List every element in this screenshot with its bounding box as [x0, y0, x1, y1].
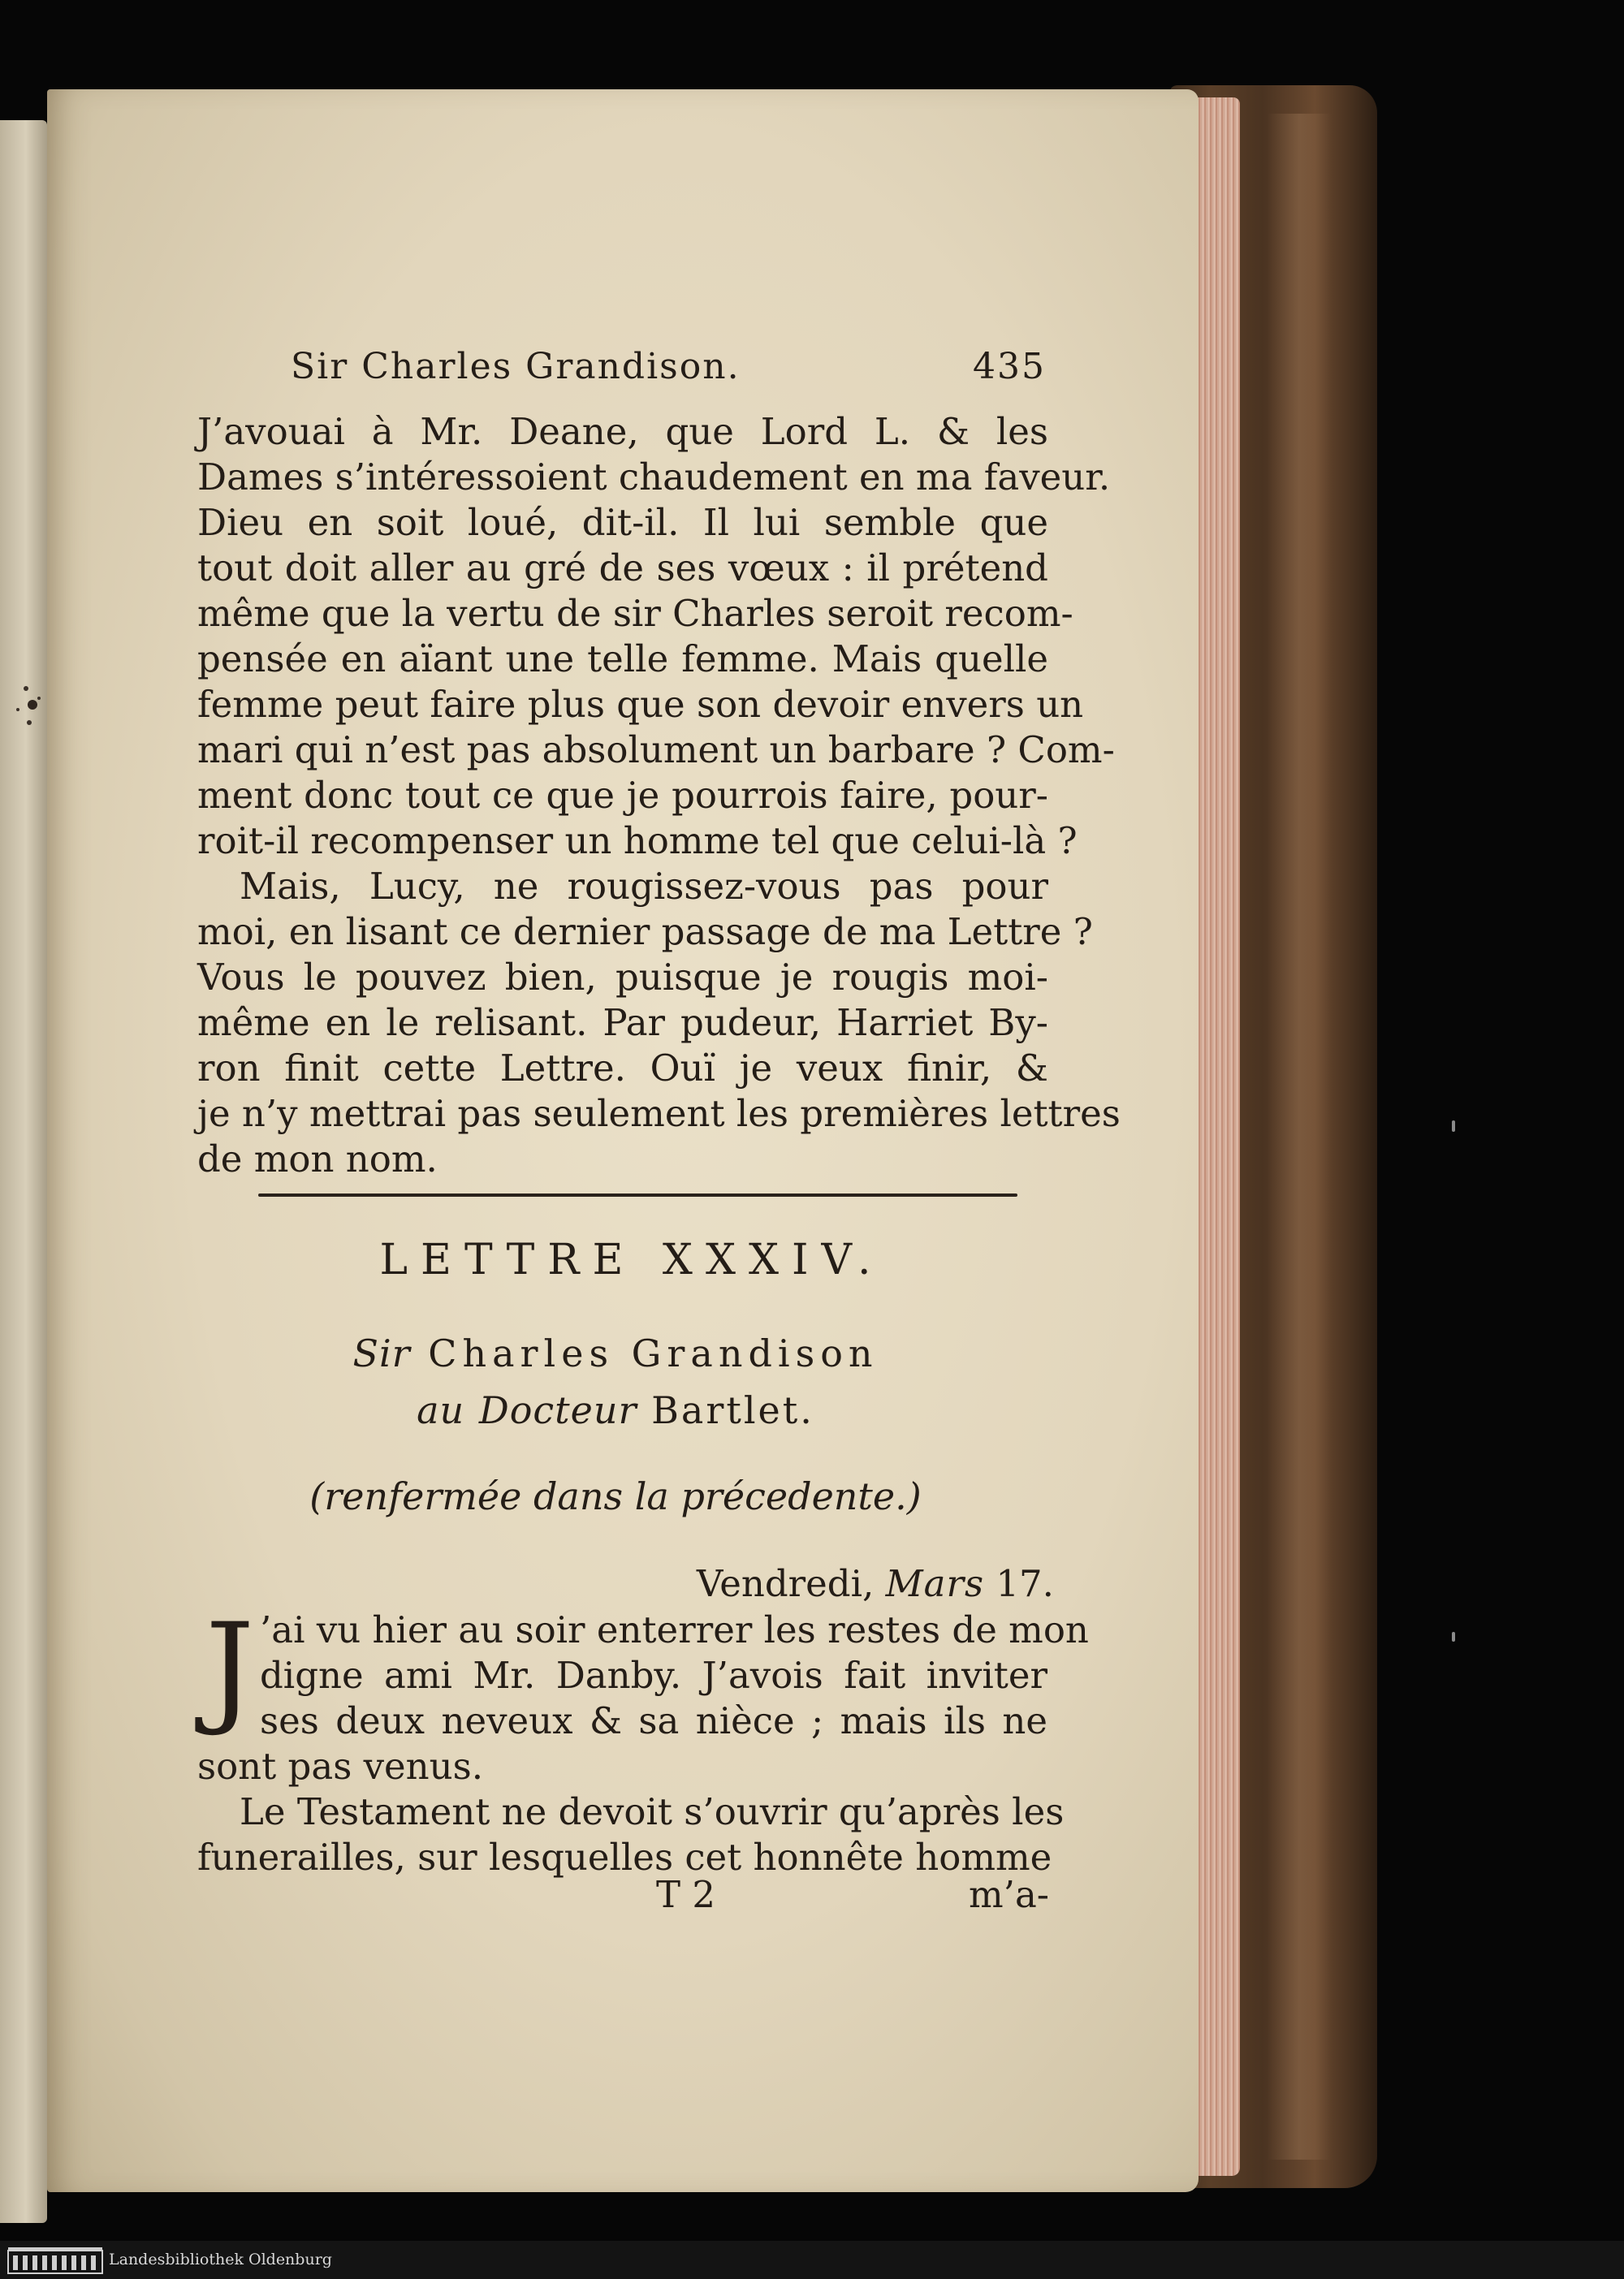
body-line: Vous le pouvez bien, puisque je rougis moi-: [197, 956, 1048, 999]
recipient-name: Bartlet.: [651, 1388, 814, 1432]
letter-line: ’ai vu hier au soir enterrer les restes de mon: [260, 1608, 1089, 1651]
dateline-month: Mars: [885, 1562, 985, 1605]
section-rule: [258, 1193, 1017, 1197]
dateline-day: Vendredi,: [696, 1562, 875, 1605]
body-line: Dames s’intéressoient chaudement en ma faveur.: [197, 455, 1111, 499]
recipient-title: Docteur: [478, 1388, 637, 1432]
body-line: ron finit cette Lettre. Ouï je veux finir, &: [197, 1047, 1048, 1090]
facing-page-edge: [0, 120, 47, 2223]
body-line: roit-il recompenser un homme tel que celui-là ?: [197, 819, 1078, 862]
recipient-prefix: au: [417, 1388, 465, 1432]
scan-dust: [1452, 1120, 1455, 1132]
library-footer: [0, 2241, 1624, 2279]
page-number: 435: [973, 346, 1046, 387]
body-line: même en le relisant. Par pudeur, Harriet By-: [197, 1001, 1048, 1044]
body-line: Mais, Lucy, ne rougissez-vous pas pour: [240, 865, 1048, 908]
body-line: Dieu en soit loué, dit-il. Il lui semble que: [197, 501, 1048, 544]
body-line: J’avouai à Mr. Deane, que Lord L. & les: [197, 410, 1048, 453]
letter-line: sont pas venus.: [197, 1745, 484, 1788]
letter-line: Le Testament ne devoit s’ouvrir qu’après les: [240, 1790, 1065, 1833]
book-page: [47, 89, 1199, 2192]
signature-mark: T 2: [656, 1873, 715, 1916]
body-line: mari qui n’est pas absolument un barbare ? Com-: [197, 728, 1115, 771]
dateline: [534, 1562, 1054, 1605]
body-line: moi, en lisant ce dernier passage de ma Lettre ?: [197, 910, 1093, 953]
cover-highlight: [1267, 114, 1332, 2160]
body-line: pensée en aïant une telle femme. Mais quelle: [197, 637, 1048, 680]
body-line: même que la vertu de sir Charles seroit recom-: [197, 592, 1073, 635]
letter-heading: LETTRE XXXIV.: [379, 1236, 884, 1284]
letter-line: digne ami Mr. Danby. J’avois fait inviter: [260, 1654, 1047, 1697]
dateline-date: 17.: [996, 1562, 1054, 1605]
body-line: femme peut faire plus que son devoir envers un: [197, 683, 1084, 726]
letter-recipient: [291, 1388, 940, 1432]
running-head-title: Sir Charles Grandison.: [291, 346, 741, 387]
catchword: m’a-: [969, 1873, 1050, 1916]
scan-dust: [1452, 1632, 1455, 1642]
letter-line: funerailles, sur lesquelles cet honnête homme: [197, 1836, 1052, 1879]
letter-sender: [266, 1332, 965, 1375]
running-head: [291, 346, 1046, 395]
library-name: Landesbibliothek Oldenburg: [109, 2251, 332, 2268]
body-line: tout doit aller au gré de ses vœux : il prétend: [197, 546, 1048, 589]
sender-title: Sir: [352, 1332, 411, 1375]
drop-cap: J: [205, 1598, 255, 1739]
library-building-icon: [6, 2246, 104, 2275]
sender-name: Charles Grandison: [428, 1332, 879, 1375]
body-line: de mon nom.: [197, 1137, 438, 1181]
body-line: je n’y mettrai pas seulement les premières lettres: [197, 1092, 1121, 1135]
body-line: ment donc tout ce que je pourrois faire, pour-: [197, 774, 1048, 817]
letter-line: ses deux neveux & sa nièce ; mais ils ne: [260, 1699, 1047, 1742]
enclosure-note: (renfermée dans la précedente.): [309, 1474, 922, 1518]
